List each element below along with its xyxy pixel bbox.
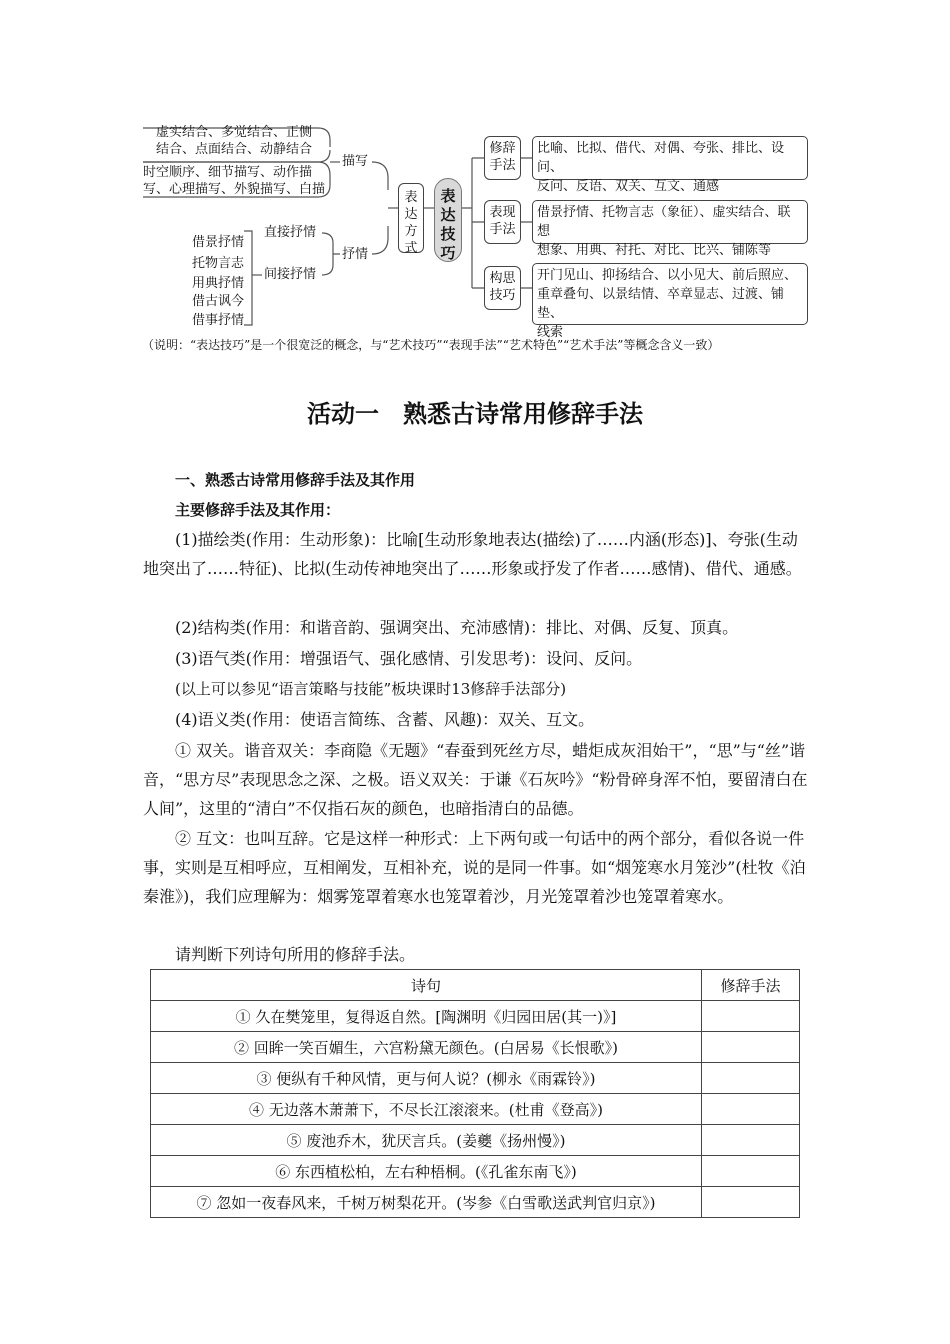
shuqing-item: 用典抒情 [192,276,245,291]
answer-cell[interactable] [702,1187,800,1218]
connector-line [462,158,484,288]
paragraph: ② 互文：也叫互辞。它是这样一种形式：上下两句或一句话中的两个部分，看似各说一件事，实则是互相呼应，互相阐发，互相补充，说的是同一件事。如“烟笼寒水月笼沙”(杜牧《泊秦淮》)，我们应理解为：烟雾笼罩着寒水也笼罩着沙，月光笼罩着沙也笼罩着寒水。 [143,829,806,906]
connector-line [521,158,532,288]
shuqing-item: 借古讽今 [192,294,245,309]
shuqing-item: 托物言志 [192,256,245,271]
branch-content-line: 借景抒情、托物言志（象征）、虚实结合、联想 [537,205,791,239]
column-header-poem: 诗句 [151,970,702,1001]
page-title: 活动一 熟悉古诗常用修辞手法 [307,400,643,428]
answer-cell[interactable] [702,1094,800,1125]
paragraph: (4)语义类(作用：使语言简练、含蓄、风趣)：双关、互文。 [175,710,595,729]
paragraph: (3)语气类(作用：增强语气、强化感情、引发思考)：设问、反问。 [175,649,643,668]
miaoxie-item: 虚实结合、多觉结合、正侧 [156,125,313,140]
answer-cell[interactable] [702,1156,800,1187]
connector-line [322,233,340,275]
poem-table [150,969,800,1218]
paragraph: 请判断下列诗句所用的修辞手法。 [175,945,416,964]
branch-content-box [532,136,808,194]
table-row [151,1063,800,1094]
poem-cell: ② 回眸一笑百媚生，六宫粉黛无颜色。(白居易《长恨歌》) [151,1032,702,1063]
direct-shuqing-label: 直接抒情 [264,225,317,240]
miaoxie-item: 结合、点面结合、动静结合 [156,142,313,157]
table-row [151,1187,800,1218]
answer-cell[interactable] [702,1001,800,1032]
section-heading: 一、熟悉古诗常用修辞手法及其作用 [175,471,416,489]
table-row [151,1032,800,1063]
table-row [151,1094,800,1125]
connector-line [372,162,388,190]
branch-content-line: 比喻、比拟、借代、对偶、夸张、排比、设问、 [537,141,785,175]
paragraph: (2)结构类(作用：和谐音韵、强调突出、充沛感情)：排比、对偶、反复、顶真。 [175,618,739,637]
branch-label-box [484,266,521,310]
miaoxie-label: 描写 [342,154,369,169]
indirect-shuqing-label: 间接抒情 [264,267,317,282]
center-label: 表达技巧 [440,187,456,262]
shuqing-item: 借景抒情 [192,235,245,250]
sub-heading: 主要修辞手法及其作用： [175,501,341,519]
connector-line [244,231,252,325]
branch-content-line: 开门见山、抑扬结合、以小见大、前后照应、 [537,268,798,283]
table-header-row [151,970,800,1001]
miaoxie-item: 写、心理描写、外貌描写、白描 [143,182,326,197]
branch-content-box [532,263,808,340]
poem-cell: ③ 便纵有千种风情，更与何人说？(柳永《雨霖铃》) [151,1063,702,1094]
expression-mode-box [398,183,424,256]
branch-content-box [532,200,808,258]
table-row [151,1001,800,1032]
poem-cell: ① 久在樊笼里，复得返自然。[陶渊明《归园田居(其一)》] [151,1001,702,1032]
poem-cell: ④ 无边落木萧萧下，不尽长江滚滚来。(杜甫《登高》) [151,1094,702,1125]
expression-mode-label: 表达方式 [404,190,418,256]
branch-label: 表现手法 [489,205,516,237]
paragraph: (1)描绘类(作用：生动形象)：比喻[生动形象地表达(描绘)了……内涵(形态)]、夸张(生动地突出了……特征)、比拟(生动传神地突出了……形象或抒发了作者……感情)、借代、通感。 [143,530,802,578]
expression-techniques-diagram [0,0,950,360]
branch-label: 构思技巧 [489,271,516,303]
connector-line [372,226,388,254]
miaoxie-item: 时空顺序、细节描写、动作描 [143,165,313,180]
branch-content-line: 想象、用典、衬托、对比、比兴、铺陈等 [537,243,772,258]
poem-cell: ⑦ 忽如一夜春风来，千树万树梨花开。(岑参《白雪歌送武判官归京》) [151,1187,702,1218]
branch-content-line: 线索 [537,325,564,340]
table-row [151,1125,800,1156]
answer-cell[interactable] [702,1032,800,1063]
table-row [151,1156,800,1187]
branch-content-line: 反问、反语、双关、互文、通感 [537,179,720,194]
answer-cell[interactable] [702,1125,800,1156]
poem-cell: ⑤ 废池乔木，犹厌言兵。(姜夔《扬州慢》) [151,1125,702,1156]
shuqing-item: 借事抒情 [192,313,245,328]
branch-label-box [484,136,521,180]
paragraph-note: (以上可以参见“语言策略与技能”板块课时13修辞手法部分) [175,680,567,698]
column-header-rhetoric: 修辞手法 [702,970,800,1001]
branch-label: 修辞手法 [489,141,516,173]
poem-cell: ⑥ 东西植松柏，左右种梧桐。(《孔雀东南飞》) [151,1156,702,1187]
branch-label-box [484,200,521,244]
diagram-note: （说明：“表达技巧”是一个很宽泛的概念，与“艺术技巧”“表现手法”“艺术特色”“艺术手法”等概念含义一致） [142,338,720,352]
answer-cell[interactable] [702,1063,800,1094]
shuqing-label: 抒情 [342,247,369,262]
center-node [434,178,462,262]
paragraph: ① 双关。谐音双关：李商隐《无题》“春蚕到死丝方尽，蜡炬成灰泪始干”，“思”与“丝”谐音，“思方尽”表现思念之深、之极。语义双关：于谦《石灰吟》“粉骨碎身浑不怕，要留清白在人间”，这里的“清白”不仅指石灰的颜色，也暗指清白的品德。 [143,741,808,818]
branch-content-line: 重章叠句、以景结情、卒章显志、过渡、铺垫、 [537,287,785,321]
